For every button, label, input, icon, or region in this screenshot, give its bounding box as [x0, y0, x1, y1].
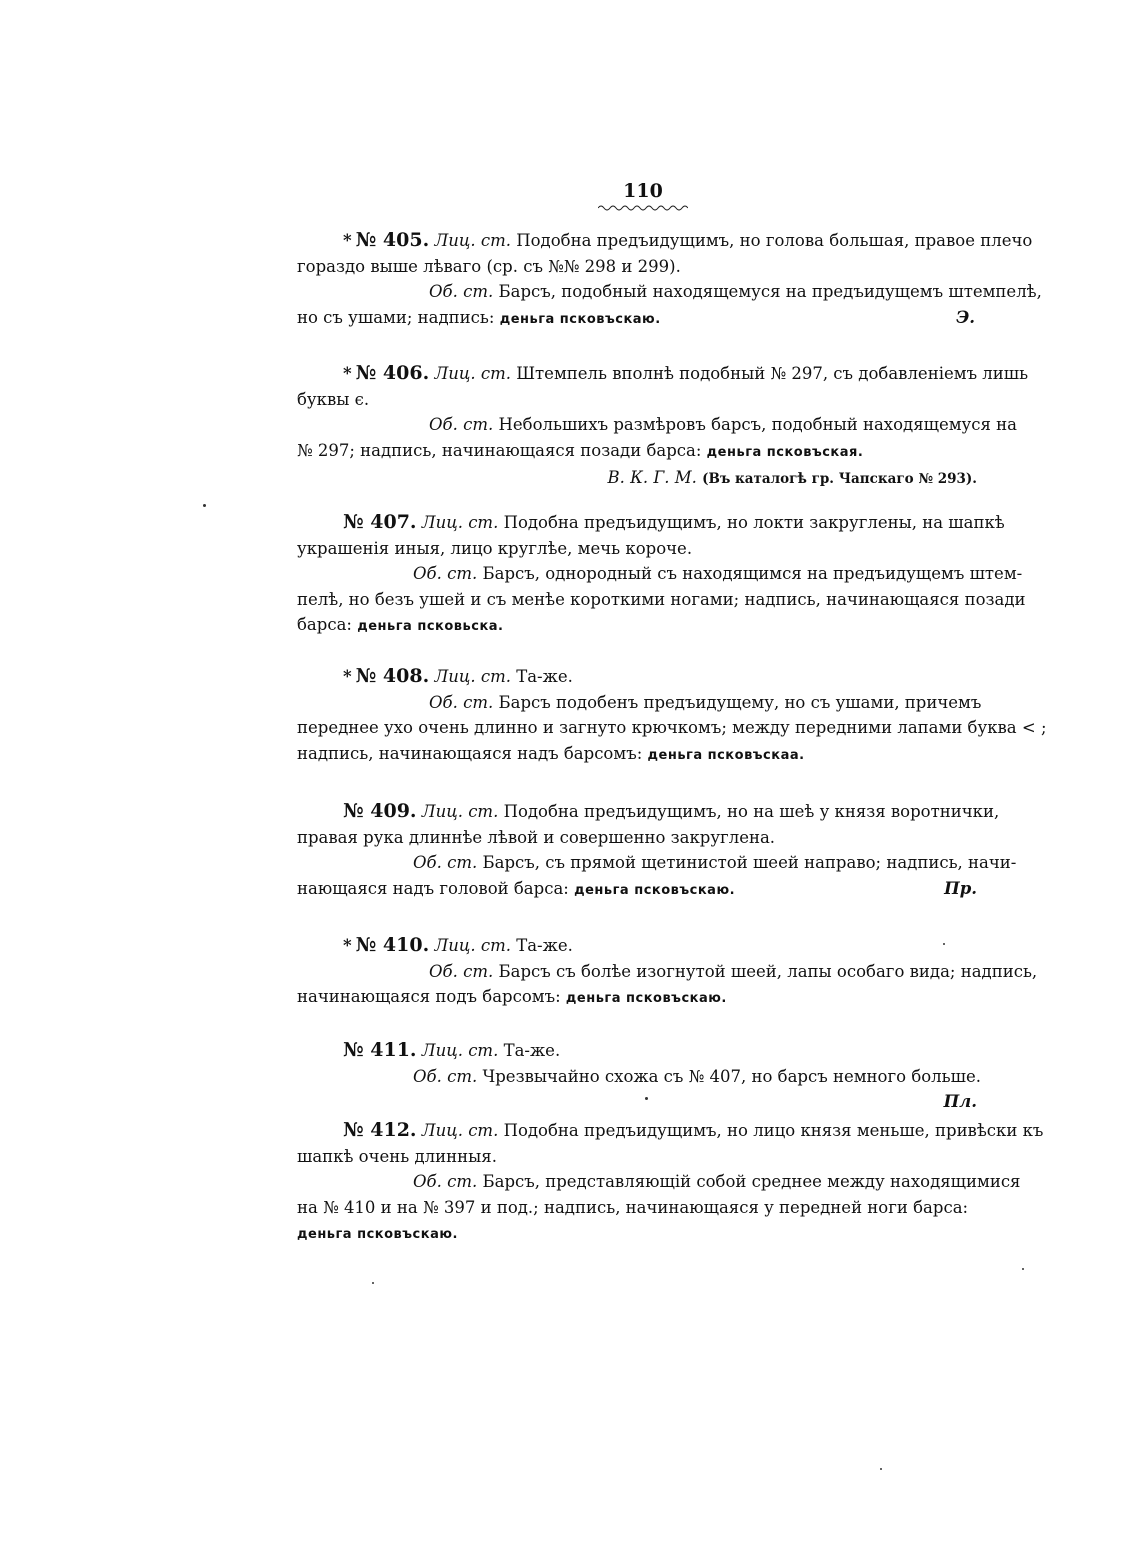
coin-legend: деньга псковъскаю. — [499, 311, 661, 327]
reverse-text: Барсъ съ болѣе изогнутой шеей, лапы особаго вида; надпись, — [498, 961, 1038, 981]
reverse-text: Барсъ подобенъ предъидущему, но съ ушами, причемъ — [498, 692, 982, 712]
entry-reverse-line — [297, 1169, 1021, 1195]
obverse-text: Та-же. — [516, 667, 573, 686]
entry-obverse-line-2: украшенія иныя, лицо круглѣе, мечь короче. — [297, 538, 693, 558]
obverse-label: Лиц. ст. — [434, 231, 511, 250]
entry-number: № 409. — [343, 800, 417, 822]
source-abbrev: В. К. Г. М. — [607, 468, 697, 487]
entry-reverse-line-2 — [297, 876, 995, 904]
obverse-text: Подобна предъидущимъ, но на шеѣ у князя воротнички, — [503, 802, 1000, 821]
reverse-label: Об. ст. — [429, 692, 494, 712]
reverse-text: Барсъ, съ прямой щетинистой шеей направо; надпись, начи- — [482, 853, 1017, 872]
entry-reverse-line — [297, 959, 1038, 985]
obverse-label: Лиц. ст. — [421, 802, 499, 821]
entry-number: № 408. — [355, 665, 430, 687]
entry-reverse-line-3 — [297, 741, 995, 769]
entry-407 — [297, 510, 1026, 640]
entry-408 — [297, 664, 1047, 768]
entry-406 — [297, 361, 1029, 493]
entry-reverse-line — [297, 850, 1017, 876]
coin-legend: деньга псковъскаю. — [574, 882, 736, 898]
entry-number: № 406. — [355, 362, 430, 384]
collection-mark: Пл. — [943, 1092, 977, 1111]
entry-obverse-line — [297, 1038, 995, 1064]
reverse-label: Об. ст. — [413, 853, 478, 872]
entry-reverse-line — [297, 690, 995, 716]
reverse-text: Барсъ, представляющій собой среднее между находящимися — [482, 1172, 1021, 1191]
entry-412 — [297, 1118, 1044, 1248]
entry-number: № 405. — [355, 229, 430, 251]
entry-reverse-line — [297, 561, 1023, 587]
scan-speck — [943, 943, 945, 945]
entry-obverse-line-2: шапкѣ очень длинныя. — [297, 1146, 497, 1166]
entry-411 — [297, 1038, 995, 1115]
obverse-text: Подобна предъидущимъ, но локти закруглены, на шапкѣ — [503, 513, 1005, 532]
collection-mark: Пр. — [944, 878, 977, 898]
star-mark: * — [343, 667, 352, 686]
obverse-label: Лиц. ст. — [421, 1041, 499, 1060]
coin-legend: деньга псковьска. — [357, 619, 504, 634]
scan-speck — [372, 1282, 374, 1284]
reverse-label: Об. ст. — [413, 564, 478, 583]
reverse-label: Об. ст. — [429, 282, 494, 301]
entry-reverse-line — [297, 1064, 995, 1090]
entry-obverse-line — [297, 664, 995, 690]
entry-number: № 407. — [343, 511, 417, 533]
scan-speck — [880, 1468, 882, 1470]
entry-reverse-line-2 — [297, 984, 995, 1012]
scan-speck — [645, 1097, 648, 1100]
entry-number: № 412. — [343, 1119, 417, 1141]
reverse-text-2: но съ ушами; надпись: — [297, 307, 495, 327]
entry-reverse-line-2: переднее ухо очень длинно и загнуто крючкомъ; между передними лапами буква < ; — [297, 718, 1047, 737]
obverse-text: Та-же. — [516, 936, 573, 955]
entry-obverse-line — [297, 1118, 1044, 1144]
entry-reverse-line-2: на № 410 и на № 397 и под.; надпись, начинающаяся у передней ноги барса: — [297, 1197, 969, 1217]
coin-legend: деньга псковъскаа. — [647, 747, 805, 763]
obverse-label: Лиц. ст. — [434, 936, 511, 955]
entry-reverse-line-2 — [297, 438, 995, 466]
star-mark: * — [343, 936, 352, 955]
obverse-text: Подобна предъидущимъ, но лицо князя меньше, привѣски къ — [503, 1121, 1044, 1140]
entry-reverse-line-2 — [297, 305, 995, 333]
reverse-text-2: № 297; надпись, начинающаяся позади барса: — [297, 440, 702, 460]
reverse-text-2: нающаяся надъ головой барса: — [297, 878, 569, 898]
reverse-text: Барсъ, подобный находящемуся на предъидущемъ штемпелѣ, — [498, 282, 1042, 301]
collection-mark: Э. — [956, 307, 975, 327]
entry-mark-line — [297, 1089, 995, 1115]
coin-legend: деньга псковъская. — [706, 444, 864, 460]
entry-obverse-line — [297, 510, 1005, 536]
obverse-label: Лиц. ст. — [434, 364, 511, 383]
reverse-text: Барсъ, однородный съ находящимся на предъидущемъ штем- — [482, 564, 1023, 583]
source-reference — [297, 465, 995, 493]
entry-obverse-line-2: буквы є. — [297, 389, 370, 409]
entry-number: № 410. — [355, 934, 430, 956]
scan-speck — [203, 504, 206, 507]
obverse-label: Лиц. ст. — [434, 667, 511, 686]
coin-legend: деньга псковъскаю. — [297, 1227, 458, 1242]
entry-reverse-line-3 — [297, 612, 995, 640]
reverse-label: Об. ст. — [429, 415, 494, 434]
obverse-text: Подобна предъидущимъ, но голова большая, правое плечо — [516, 231, 1033, 250]
entry-reverse-line — [297, 412, 1017, 438]
entry-obverse-line — [297, 933, 995, 959]
entry-number: № 411. — [343, 1039, 417, 1061]
reverse-text-2: начинающаяся подъ барсомъ: — [297, 987, 561, 1006]
entry-reverse-line-2: пелѣ, но безъ ушей и съ менѣе короткими ногами; надпись, начинающаяся позади — [297, 589, 1026, 609]
reverse-label: Об. ст. — [429, 961, 494, 981]
star-mark: * — [343, 231, 352, 250]
entry-410 — [297, 933, 1038, 1012]
reverse-text-3: надпись, начинающаяся надъ барсомъ: — [297, 743, 643, 763]
entry-obverse-line — [297, 228, 1033, 254]
obverse-label: Лиц. ст. — [421, 1121, 499, 1140]
entry-obverse-line — [297, 799, 1000, 825]
entry-obverse-line — [297, 361, 1029, 387]
obverse-text: Та-же. — [503, 1041, 561, 1060]
page-number: 110 — [623, 180, 663, 202]
reverse-text-3: барса: — [297, 615, 352, 634]
reverse-text: Чрезвычайно схожа съ № 407, но барсъ немного больше. — [482, 1066, 981, 1086]
entry-reverse-line-3 — [297, 1220, 995, 1248]
scan-speck — [1022, 1268, 1024, 1270]
reverse-label: Об. ст. — [413, 1172, 478, 1191]
entry-reverse-line — [297, 279, 1042, 305]
obverse-text: Штемпель вполнѣ подобный № 297, съ добавленіемъ лишь — [516, 364, 1029, 383]
page-number-ornament — [598, 204, 688, 212]
reverse-text: Небольшихъ размѣровъ барсъ, подобный находящемуся на — [498, 415, 1017, 434]
reverse-label: Об. ст. — [413, 1066, 478, 1086]
coin-legend: деньга псковъскаю. — [565, 991, 727, 1006]
star-mark: * — [343, 364, 352, 383]
entry-409 — [297, 799, 1017, 903]
entry-obverse-line-2: гораздо выше лѣваго (ср. съ №№ 298 и 299). — [297, 256, 681, 276]
obverse-label: Лиц. ст. — [421, 513, 499, 532]
source-catalog: (Въ каталогѣ гр. Чапскаго № 293). — [702, 471, 977, 487]
entry-obverse-line-2: правая рука длиннѣе лѣвой и совершенно закруглена. — [297, 827, 776, 847]
entry-405 — [297, 228, 1042, 332]
